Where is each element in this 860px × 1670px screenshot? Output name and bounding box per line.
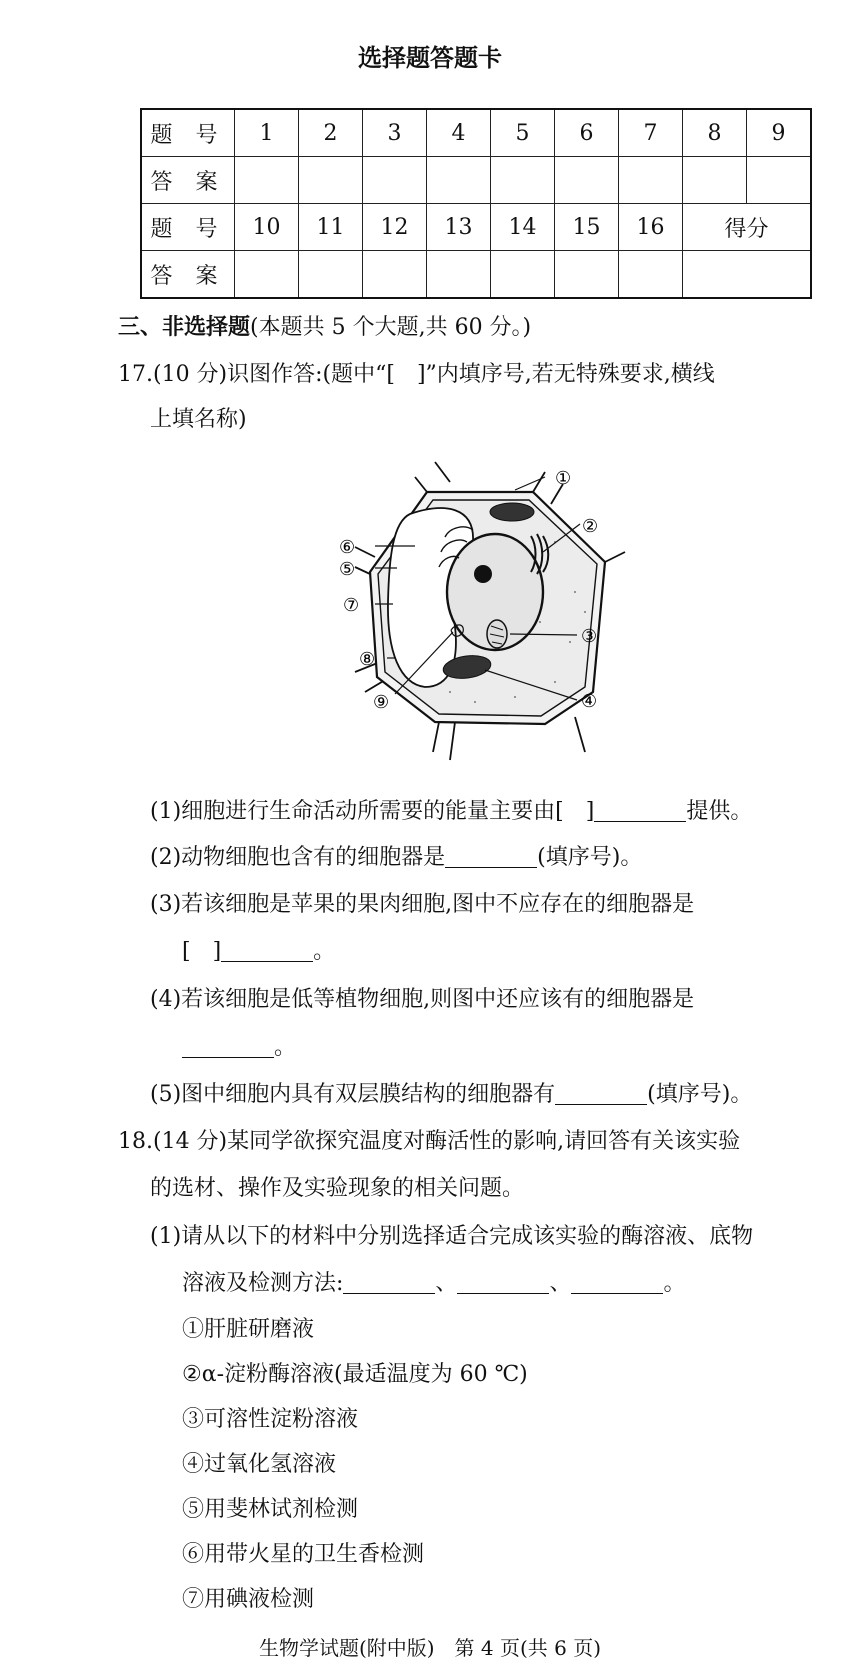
answer-cell[interactable] [491,251,555,299]
answer-blank[interactable] [594,799,686,822]
option-item: ①肝脏研磨液 [182,1317,315,1342]
question-number: 12 [363,204,427,251]
answer-cell[interactable] [235,251,299,299]
answer-cell[interactable] [363,157,427,204]
question-number: 4 [427,109,491,157]
question-number: 9 [747,109,812,157]
figure-label-4: ④ [581,691,598,712]
figure-label-7: ⑦ [343,595,360,616]
answer-cell[interactable] [619,157,683,204]
label-number: 题 号 [141,204,235,251]
q18-sub1-end: 。 [663,1271,686,1296]
q17-sub3-line1: (3)若该细胞是苹果的果肉细胞,图中不应存在的细胞器是 [150,892,695,917]
answer-cell[interactable] [299,157,363,204]
table-row [141,251,811,299]
answer-blank[interactable] [555,1082,647,1105]
question-number: 7 [619,109,683,157]
q17-sub5-text: (5)图中细胞内具有双层膜结构的细胞器有 [150,1082,556,1107]
separator: 、 [435,1271,458,1296]
table-row [141,109,811,157]
answer-cell[interactable] [619,251,683,299]
q17-sub5 [150,1080,752,1110]
question-number: 13 [427,204,491,251]
q18-stem-line2: 的选材、操作及实验现象的相关问题。 [150,1176,525,1201]
figure-label-1: ① [555,468,572,489]
answer-cell[interactable] [555,157,619,204]
answer-card-table [140,108,812,299]
answer-blank[interactable] [571,1271,663,1294]
q17-sub4-line2 [182,1033,296,1063]
label-answer: 答 案 [141,251,235,299]
q17-stem-line1: 17.(10 分)识图作答:(题中“[ ]”内填序号,若无特殊要求,横线 [118,362,715,387]
q18-sub1-line1: (1)请从以下的材料中分别选择适合完成该实验的酶溶液、底物 [150,1224,754,1249]
figure-label-5: ⑤ [339,559,356,580]
section-note: (本题共 5 个大题,共 60 分。) [250,315,532,340]
q17-sub2-end: (填序号)。 [537,845,643,870]
question-number: 6 [555,109,619,157]
table-row [141,157,811,204]
table-row [141,204,811,251]
option-item: ⑥用带火星的卫生香检测 [182,1542,425,1567]
q17-sub2-text: (2)动物细胞也含有的细胞器是 [150,845,446,870]
option-item: ⑤用斐林试剂检测 [182,1497,359,1522]
figure-label-6: ⑥ [339,537,356,558]
q17-sub3-bracket: [ ] [182,939,222,964]
question-number: 10 [235,204,299,251]
question-number: 2 [299,109,363,157]
question-number: 15 [555,204,619,251]
chloroplast [490,503,534,521]
label-answer: 答 案 [141,157,235,204]
answer-cell[interactable] [235,157,299,204]
section-title: 三、非选择题 [118,315,251,340]
figure-label-9: ⑨ [373,692,390,713]
question-number: 8 [683,109,747,157]
answer-cell[interactable] [491,157,555,204]
answer-blank[interactable] [343,1271,435,1294]
q17-sub3-line2 [182,937,335,967]
answer-cell[interactable] [555,251,619,299]
answer-cell[interactable] [747,157,812,204]
q17-stem-line2: 上填名称) [150,407,247,432]
q17-sub2 [150,843,642,873]
q17-sub1-end: 提供。 [686,799,753,824]
q18-sub1-line2 [182,1269,685,1299]
answer-blank[interactable] [445,845,537,868]
option-item: ⑦用碘液检测 [182,1587,315,1612]
q17-sub1 [150,797,752,827]
question-number: 14 [491,204,555,251]
answer-cell[interactable] [427,251,491,299]
question-number: 16 [619,204,683,251]
q18-sub1-text: 溶液及检测方法: [182,1271,344,1296]
plant-cell-figure [339,462,645,762]
answer-cell[interactable] [427,157,491,204]
option-item: ②α-淀粉酶溶液(最适温度为 60 ℃) [182,1362,528,1387]
question-number: 1 [235,109,299,157]
nucleolus [474,565,492,583]
answer-cell[interactable] [363,251,427,299]
q17-sub5-end: (填序号)。 [647,1082,753,1107]
option-item: ④过氧化氢溶液 [182,1452,337,1477]
answer-blank[interactable] [182,1035,274,1058]
answer-blank[interactable] [221,939,313,962]
q17-sub3-end: 。 [313,939,336,964]
section-heading [118,313,531,343]
question-number: 5 [491,109,555,157]
figure-label-3: ③ [581,626,598,647]
q17-sub4-end: 。 [274,1035,297,1060]
figure-label-8: ⑧ [359,649,376,670]
answer-card-title: 选择题答题卡 [358,44,502,72]
label-number: 题 号 [141,109,235,157]
q17-sub4-line1: (4)若该细胞是低等植物细胞,则图中还应该有的细胞器是 [150,987,695,1012]
score-cell[interactable] [683,251,812,299]
question-number: 3 [363,109,427,157]
answer-cell[interactable] [683,157,747,204]
option-item: ③可溶性淀粉溶液 [182,1407,359,1432]
page-footer: 生物学试题(附中版) 第 4 页(共 6 页) [258,1636,602,1660]
question-number: 11 [299,204,363,251]
q17-sub1-text: (1)细胞进行生命活动所需要的能量主要由[ ] [150,799,595,824]
q18-stem-line1: 18.(14 分)某同学欲探究温度对酶活性的影响,请回答有关该实验 [118,1129,741,1154]
answer-blank[interactable] [457,1271,549,1294]
score-label: 得分 [683,204,812,251]
answer-cell[interactable] [299,251,363,299]
figure-label-2: ② [582,516,599,537]
separator: 、 [549,1271,572,1296]
